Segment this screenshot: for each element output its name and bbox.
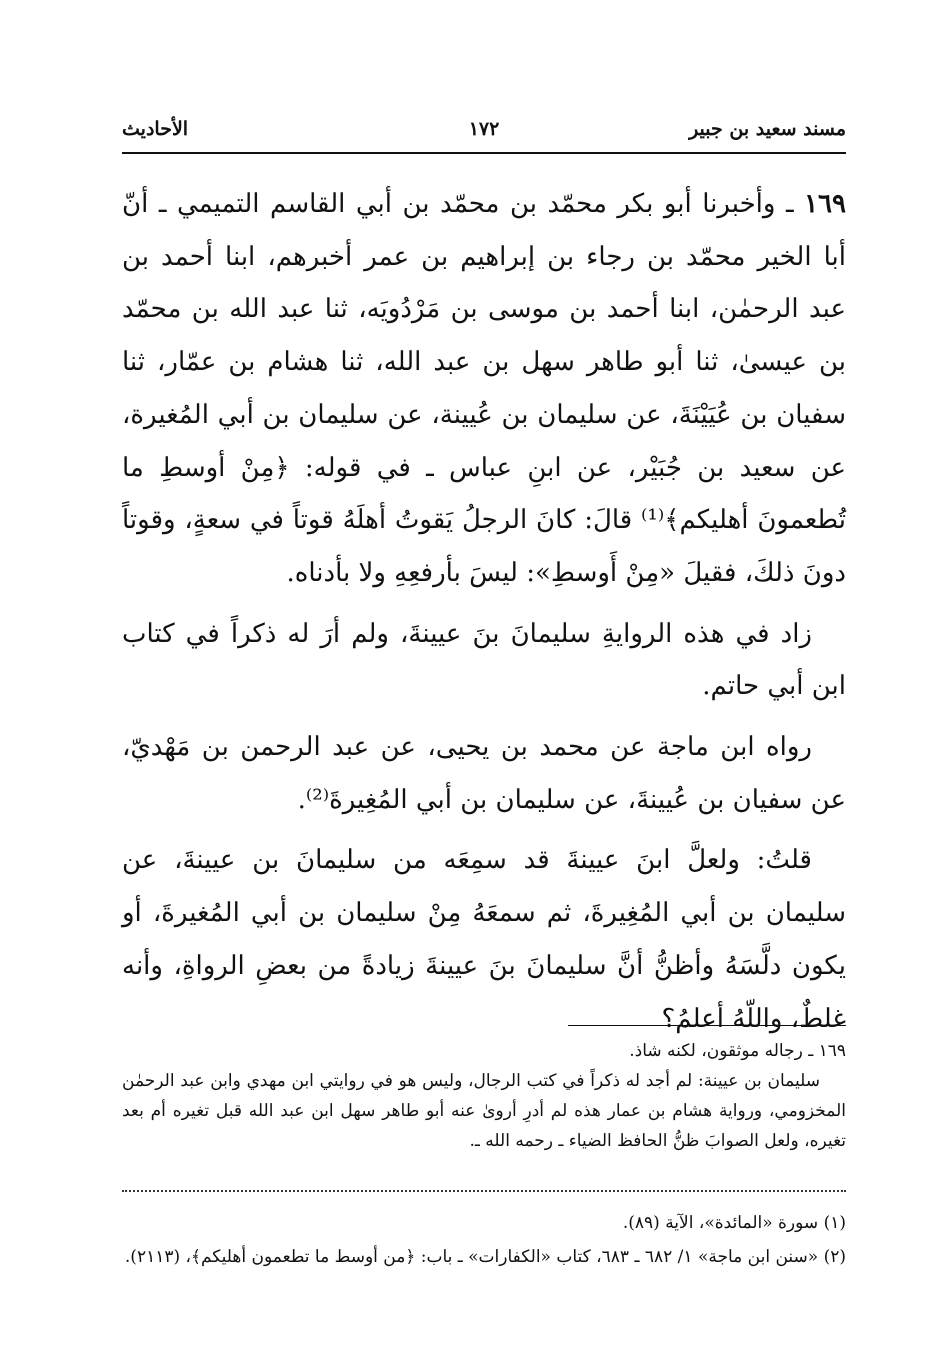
author-note-paragraph: قلتُ: ولعلَّ ابنَ عيينةَ قد سمِعَه من سليمانَ بن عيينةَ، عن سليمان بن أبي المُغِيرةَ، ثم سمعَهُ مِنْ سليمان بن أبي المُغيرةَ، أو يكون دلَّسَهُ وأظنُّ أنَّ سليمانَ بنَ عيينةَ زيادةً من بعضِ الرواةِ، وأنه غلطٌ، واللّهُ أعلمُ؟ bbox=[122, 845, 846, 1034]
page-number: ١٧٢ bbox=[468, 118, 500, 140]
running-header bbox=[122, 118, 846, 148]
book-title: مسند سعيد بن جبير bbox=[689, 118, 846, 140]
commentary-line: ١٦٩ ـ رجاله موثقون، لكنه شاذ. bbox=[629, 1041, 846, 1061]
hadith-paragraph bbox=[122, 178, 846, 600]
hadith-text: ـ وأخبرنا أبو بكر محمّد بن محمّد بن أبي القاسم التميمي ـ أنّ أبا الخير محمّد بن رجاء بن إبراهيم بن عمر أخبرهم، ابنا أحمد بن عبد الرحمٰن، ابنا أحمد بن موسى بن مَرْدُويَه، ثنا عبد الله بن محمّد بن عيسىٰ، ثنا أبو طاهر سهل بن عبد الله، ثنا هشام بن عمّار، ثنا سفيان بن عُيَيْنَةَ، عن سليمان بن عُيينة، عن سليمان بن أبي المُغيرة، عن سعيد بن جُبَيْر، عن ابنِ عباس ـ في قوله: ﴿مِنْ أوسطِ ما تُطعمونَ أهليكم﴾⁽¹⁾ قالَ: كانَ الرجلُ يَقوتُ أهلَهُ قوتاً في سعةٍ، وقوتاً دونَ ذلكَ، فقيلَ «مِنْ أَوسطِ»: ليسَ بأرفعِهِ ولا بأدناه. bbox=[122, 189, 846, 588]
remark-paragraph: زاد في هذه الروايةِ سليمانَ بنَ عيينةَ، ولم أرَ له ذكراً في كتاب ابن أبي حاتم. bbox=[122, 618, 846, 702]
footnotes bbox=[122, 1207, 846, 1273]
footnote-divider bbox=[568, 1025, 846, 1026]
commentary-line: سليمان بن عيينة: لم أجد له ذكراً في كتب الرجال، وليس هو في روايتي ابن مهدي وابن عبد الرحمٰن المخزومي، ورواية هشام بن عمار هذه لم أدرِ أروىٰ عنه أبو طاهر سهل ابن عبد الله قبل تغيره أم بعد تغيره، ولعل الصوابَ ظنُّ الحافظ الضياء ـ رحمه الله ـ. bbox=[122, 1071, 846, 1151]
section-title: الأحاديث bbox=[122, 118, 189, 140]
main-text bbox=[122, 178, 846, 1045]
takhrij-paragraph: رواه ابن ماجة عن محمد بن يحيى، عن عبد الرحمن بن مَهْديّ، عن سفيان بن عُيينةَ، عن سليمان بن أبي المُغِيرةَ⁽²⁾. bbox=[122, 732, 846, 815]
editor-commentary bbox=[122, 1036, 846, 1156]
hadith-number: ١٦٩ bbox=[804, 189, 846, 219]
footnote-2: (٢) «سنن ابن ماجة» ١/ ٦٨٢ ـ ٦٨٣، كتاب «الكفارات» ـ باب: ﴿من أوسط ما تطعمون أهليكم﴾، (٢١١٣). bbox=[124, 1247, 846, 1267]
dotted-divider bbox=[122, 1190, 846, 1192]
header-divider bbox=[122, 152, 846, 154]
footnote-1: (١) سورة «المائدة»، الآية (٨٩). bbox=[622, 1213, 846, 1233]
